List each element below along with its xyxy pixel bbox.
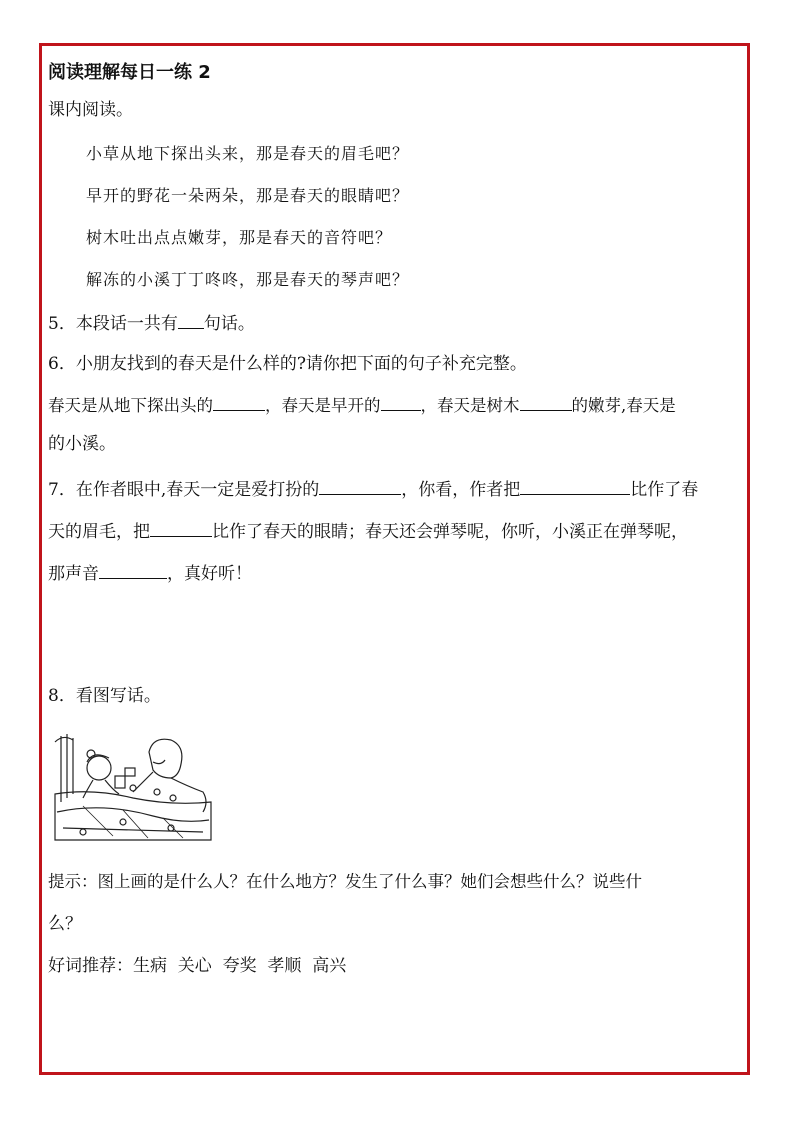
intro-text: 课内阅读。 — [48, 100, 133, 120]
question-6-prompt: 6．小朋友找到的春天是什么样的?请你把下面的句子补充完整。 — [48, 354, 527, 374]
q7-blank-1[interactable] — [319, 476, 401, 495]
recommended-words: 好词推荐：生病 关心 夸奖 孝顺 高兴 — [48, 956, 347, 976]
question-6-end: 的小溪。 — [48, 434, 116, 454]
q7-text-e: 比作了春天的眼睛；春天还会弹琴呢，你听，小溪正在弹琴呢， — [212, 522, 688, 542]
q7-text-b: ，你看，作者把 — [401, 480, 521, 500]
q6-blank-1[interactable] — [213, 392, 265, 411]
q6-blank-2[interactable] — [381, 392, 421, 411]
question-7-line-1 — [48, 476, 698, 502]
q7-text-d: 天的眉毛，把 — [48, 522, 150, 542]
q7-text-f: 那声音 — [48, 564, 99, 584]
q7-blank-3[interactable] — [150, 518, 212, 537]
question-7-line-3 — [48, 560, 252, 586]
poem-line-4: 解冻的小溪丁丁咚咚，那是春天的琴声吧？ — [86, 270, 410, 289]
hint-line-2: 么？ — [48, 914, 82, 934]
question-5 — [48, 310, 255, 336]
q5-text-a: 5．本段话一共有 — [48, 314, 178, 334]
q7-text-c: 比作了春 — [630, 480, 699, 500]
q5-blank[interactable] — [178, 310, 204, 329]
question-6-fill — [48, 392, 676, 418]
question-8-prompt: 8．看图写话。 — [48, 686, 161, 706]
q6-text-b: ，春天是早开的 — [265, 396, 381, 415]
q7-text-a: 7．在作者眼中,春天一定是爱打扮的 — [48, 480, 320, 500]
poem-line-1: 小草从地下探出头来，那是春天的眉毛吧？ — [86, 144, 410, 163]
illustration-mother-child — [53, 732, 215, 844]
q7-blank-4[interactable] — [99, 560, 167, 579]
poem-line-2: 早开的野花一朵两朵，那是春天的眼睛吧？ — [86, 186, 410, 205]
q6-blank-3[interactable] — [520, 392, 572, 411]
q6-text-a: 春天是从地下探出头的 — [48, 396, 213, 415]
q7-blank-2[interactable] — [520, 476, 630, 495]
question-7-line-2 — [48, 518, 688, 544]
q5-text-b: 句话。 — [203, 314, 255, 334]
poem-line-3: 树木吐出点点嫩芽，那是春天的音符吧？ — [86, 228, 393, 247]
page-title: 阅读理解每日一练 2 — [48, 62, 211, 83]
q7-text-g: ，真好听！ — [167, 564, 252, 584]
hint-line-1: 提示：图上画的是什么人？在什么地方？发生了什么事？她们会想些什么？说些什 — [48, 872, 642, 891]
q6-text-c: ，春天是树木 — [420, 396, 520, 415]
q6-text-d: 的嫩芽,春天是 — [571, 396, 676, 415]
